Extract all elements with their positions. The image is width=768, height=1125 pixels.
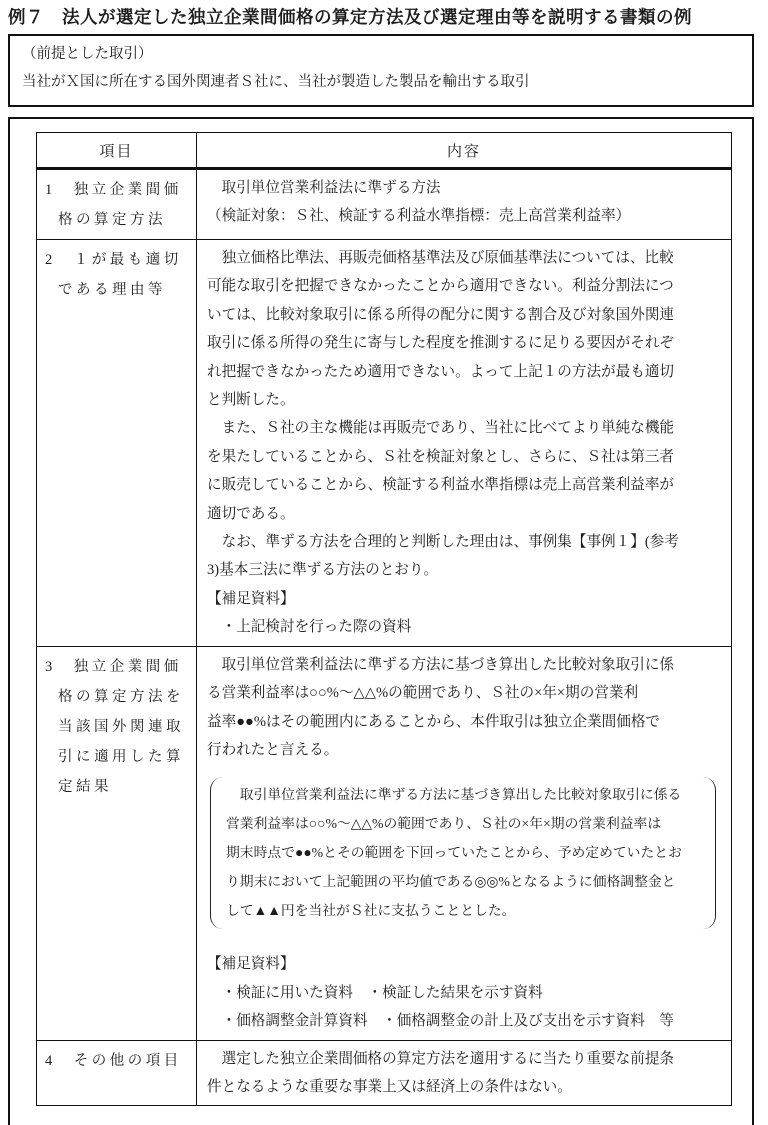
text-line: ・検証に用いた資料 ・検証した結果を示す資料 xyxy=(207,984,543,1001)
paragraph xyxy=(207,1045,723,1102)
item-cell xyxy=(37,646,197,1040)
text-line: 取引単位営業利益法に準ずる方法に基づき算出した比較対象取引に係る xyxy=(226,787,682,803)
spacer xyxy=(207,764,723,777)
premise-text: 当社がＸ国に所在する国外関連者Ｓ社に、当社が製造した製品を輸出する取引 xyxy=(22,74,530,90)
table-body xyxy=(37,169,732,1106)
text-line: いては、比較対象取引に係る所得の配分に関する割合及び対象国外関連 xyxy=(207,306,675,323)
text-line: 行われたと言える。 xyxy=(207,741,339,758)
item-line: 引に適用した算 xyxy=(58,748,184,765)
text-line: 【補足資料】 xyxy=(207,590,295,607)
text-line: る営業利益率は○○%〜△△%の範囲であり、Ｓ社の×年×期の営業利 xyxy=(207,685,639,702)
text-line: 取引に係る所得の発生に寄与した程度を推測するに足りる要因がそれぞ xyxy=(207,335,675,352)
text-line: 可能な取引を把握できなかったことから適用できない。利益分割法につ xyxy=(207,278,674,295)
header-content: 内容 xyxy=(197,133,732,169)
text-line: 益率●●%はその範囲内にあることから、本件取引は独立企業間価格で xyxy=(207,713,661,730)
premise-box xyxy=(8,34,754,107)
header-item: 項目 xyxy=(37,133,197,169)
item-cell xyxy=(37,169,197,240)
text-line: また、Ｓ社の主な機能は再販売であり、当社に比べてより単純な機能 xyxy=(207,420,675,437)
text-line: 件となるような重要な事業上又は経済上の条件はない。 xyxy=(207,1078,572,1095)
item-line: 3 独立企業間価 xyxy=(45,658,182,675)
table-row xyxy=(37,646,732,1040)
text-line: を果たしていることから、Ｓ社を検証対象とし、さらに、Ｓ社は第三者 xyxy=(207,448,675,465)
table-header-row xyxy=(37,133,732,169)
paragraph xyxy=(207,244,723,642)
table-row xyxy=(37,169,732,240)
text-line: なお、準ずる方法を合理的と判断した理由は、事例集【事例１】(参考 xyxy=(207,534,679,551)
content-cell xyxy=(197,169,732,240)
text-line: れ把握できなかったため適用できない。よって上記１の方法が最も適切 xyxy=(207,363,675,380)
text-line: 選定した独立企業間価格の算定方法を適用するに当たり重要な前提条 xyxy=(207,1050,675,1067)
paragraph xyxy=(207,950,723,1035)
content-cell xyxy=(197,240,732,647)
bracket-note xyxy=(210,777,716,929)
premise-label: （前提とした取引） xyxy=(22,46,153,62)
item-line: 4 その他の項目 xyxy=(45,1052,182,1069)
text-line: り期末において上記範囲の平均値である◎◎%となるように価格調整金と xyxy=(226,874,676,890)
text-line: して▲▲円を当社がＳ社に支払うこととした。 xyxy=(226,903,516,919)
item-cell xyxy=(37,240,197,647)
text-line: に販売していることから、検証する利益水準指標は売上高営業利益率が xyxy=(207,477,675,494)
item-line: 当該国外関連取 xyxy=(58,718,184,735)
paragraph xyxy=(207,174,723,231)
item-line: 1 独立企業間価 xyxy=(45,182,182,198)
text-line: 独立価格比準法、再販売価格基準法及び原価基準法については、比較 xyxy=(207,250,674,266)
text-line: と判断した。 xyxy=(207,392,295,409)
text-line: 営業利益率は○○%〜△△%の範囲であり、Ｓ社の×年×期の営業利益率は xyxy=(226,816,662,832)
item-line: 2 １が最も適切 xyxy=(45,252,182,268)
table-row xyxy=(37,1040,732,1106)
content-cell xyxy=(197,646,732,1040)
item-line: 定結果 xyxy=(58,778,112,795)
text-line: ・上記検討を行った際の資料 xyxy=(207,619,412,636)
item-cell xyxy=(37,1040,197,1106)
text-line: （検証対象：Ｓ社、検証する利益水準指標：売上高営業利益率） xyxy=(207,208,631,225)
spacer xyxy=(207,929,723,950)
item-line: 格の算定方法 xyxy=(58,212,166,228)
text-line: 取引単位営業利益法に準ずる方法 xyxy=(207,180,441,196)
page-title: 例７ 法人が選定した独立企業間価格の算定方法及び選定理由等を説明する書類の例 xyxy=(8,7,692,27)
items-table xyxy=(36,132,732,1106)
item-line: である理由等 xyxy=(58,282,166,298)
item-line: 格の算定方法を xyxy=(58,688,184,705)
text-line: 適切である。 xyxy=(207,505,295,522)
text-line: 期末時点で●●%とその範囲を下回っていたことから、予め定めていたとお xyxy=(226,845,682,861)
paragraph xyxy=(207,651,723,765)
content-cell xyxy=(197,1040,732,1106)
text-line: 3)基本三法に準ずる方法のとおり。 xyxy=(207,562,439,579)
text-line: ・価格調整金計算資料 ・価格調整金の計上及び支出を示す資料 等 xyxy=(207,1013,675,1030)
table-frame xyxy=(8,117,754,1125)
table-row xyxy=(37,240,732,647)
text-line: 【補足資料】 xyxy=(207,956,295,973)
text-line: 取引単位営業利益法に準ずる方法に基づき算出した比較対象取引に係 xyxy=(207,656,675,673)
